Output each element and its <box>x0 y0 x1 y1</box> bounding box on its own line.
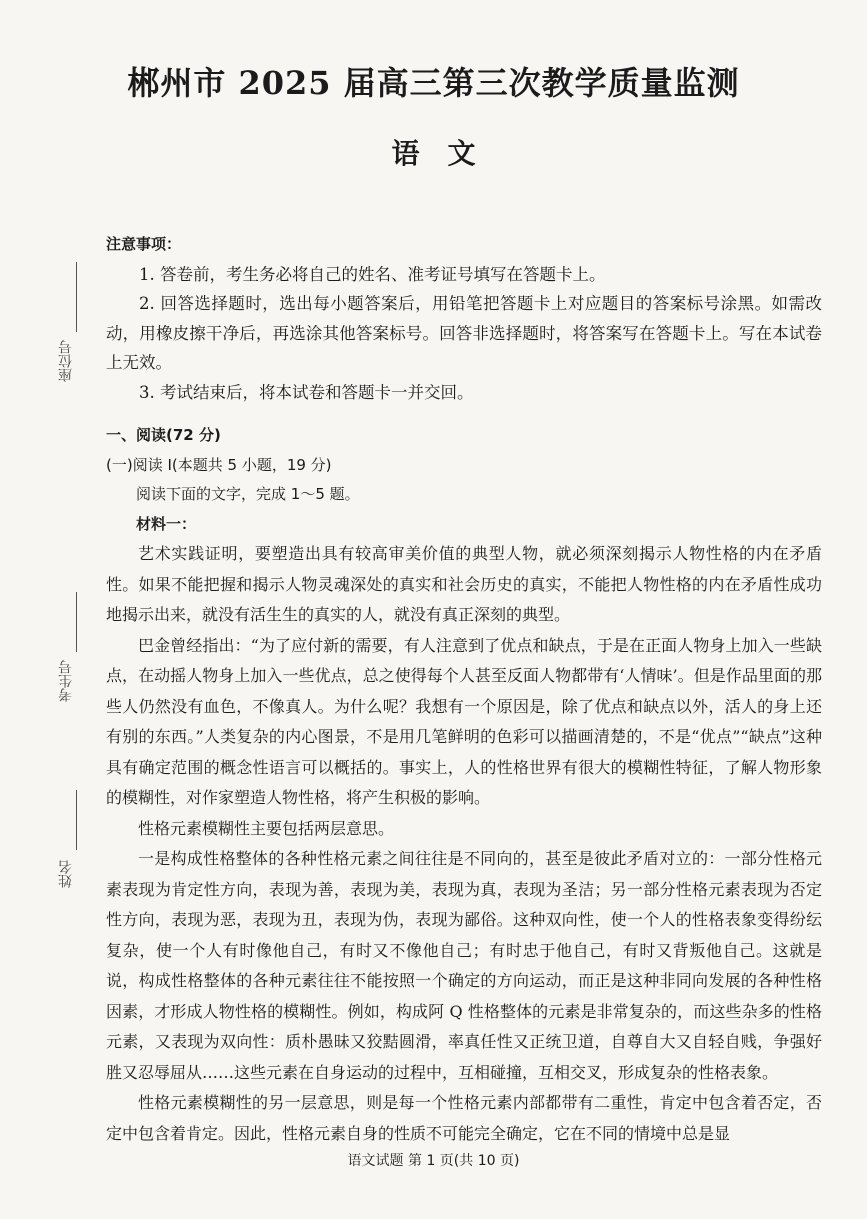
section-subheading: (一)阅读 I(本题共 5 小题，19 分) <box>106 455 332 474</box>
seat-line <box>76 262 77 332</box>
section-instruction: 阅读下面的文字，完成 1～5 题。 <box>136 485 360 503</box>
exam-no-label: 考生号 <box>58 660 74 702</box>
body-paragraph: 性格元素模糊性的另一层意思，则是每一个性格元素内部都带有二重性，肯定中包含着否定，否定中包含着肯定。因此，性格元素自身的性质不可能完全确定，它在不同的情境中总是显 <box>106 1093 822 1143</box>
notice-item: 2. 回答选择题时，选出每小题答案后，用铅笔把答题卡上对应题目的答案标号涂黑。如需改动，用橡皮擦干净后，再选涂其他答案标号。回答非选择题时，将答案写在答题卡上。写在本试卷上无效。 <box>106 294 822 372</box>
body-paragraph: 性格元素模糊性主要包括两层意思。 <box>138 818 395 838</box>
subject-title: 语文 <box>391 137 504 170</box>
name-label: 姓名 <box>58 860 74 888</box>
body-paragraph: 艺术实践证明，要塑造出具有较高审美价值的典型人物，就必须深刻揭示人物性格的内在矛盾性。如果不能把握和揭示人物灵魂深处的真实和社会历史的真实，不能把人物性格的内在矛盾性成功地揭示出来，就没有活生生的真实的人，就没有真正深刻的典型。 <box>106 544 822 624</box>
exam-title: 郴州市 2025 届高三第三次教学质量监测 <box>127 64 740 102</box>
material-label: 材料一： <box>136 514 197 533</box>
notice-item: 1. 答卷前，考生务必将自己的姓名、准考证号填写在答题卡上。 <box>139 264 606 284</box>
seat-label: 座位号 <box>58 340 74 382</box>
name-line <box>76 790 77 850</box>
notice-heading: 注意事项： <box>106 235 182 253</box>
body-paragraph: 巴金曾经指出：“为了应付新的需要，有人注意到了优点和缺点，于是在正面人物身上加入一些缺点，在动摇人物身上加入一些优点，总之使得每个人甚至反面人物都带有‘人情味’。但是作品里面的那些人仍然没有血色，不像真人。为什么呢？我想有一个原因是，除了优点和缺点以外，活人的身上还有别的东西。”人类复杂的内心图景，不是用几笔鲜明的色彩可以描画清楚的，不是“优点”“缺点”这种具有确定范围的概念性语言可以概括的。事实上，人的性格世界有很大的模糊性特征，了解人物形象的模糊性，对作家塑造人物性格，将产生积极的影响。 <box>106 635 822 807</box>
exam-no-line <box>76 592 77 652</box>
exam-content <box>106 230 822 1149</box>
page-footer: 语文试题 第 1 页(共 10 页) <box>347 1153 520 1169</box>
section-heading: 一、阅读(72 分) <box>106 426 221 444</box>
notice-item: 3. 考试结束后，将本试卷和答题卡一并交回。 <box>139 382 474 402</box>
body-paragraph: 一是构成性格整体的各种性格元素之间往往是不同向的，甚至是彼此矛盾对立的：一部分性格元素表现为肯定性方向，表现为善，表现为美，表现为真，表现为圣洁；另一部分性格元素表现为否定性方向，表现为恶，表现为丑，表现为伪，表现为鄙俗。这种双向性，使一个人的性格表象变得纷纭复杂，使一个人有时像他自己，有时又不像他自己；有时忠于他自己，有时又背叛他自己。这就是说，构成性格整体的各种元素往往不能按照一个确定的方向运动，而正是这种非同向发展的各种性格因素，才形成人物性格的模糊性。例如，构成阿 Q 性格整体的元素是非常复杂的，而这些杂多的性格元素，又表现为双向性：质朴愚昧又狡黠圆滑，率真任性又正统卫道，自尊自大又自轻自贱，争强好胜又忍辱屈从……这些元素在自身运动的过程中，互相碰撞，互相交叉，形成复杂的性格表象。 <box>106 849 822 1082</box>
